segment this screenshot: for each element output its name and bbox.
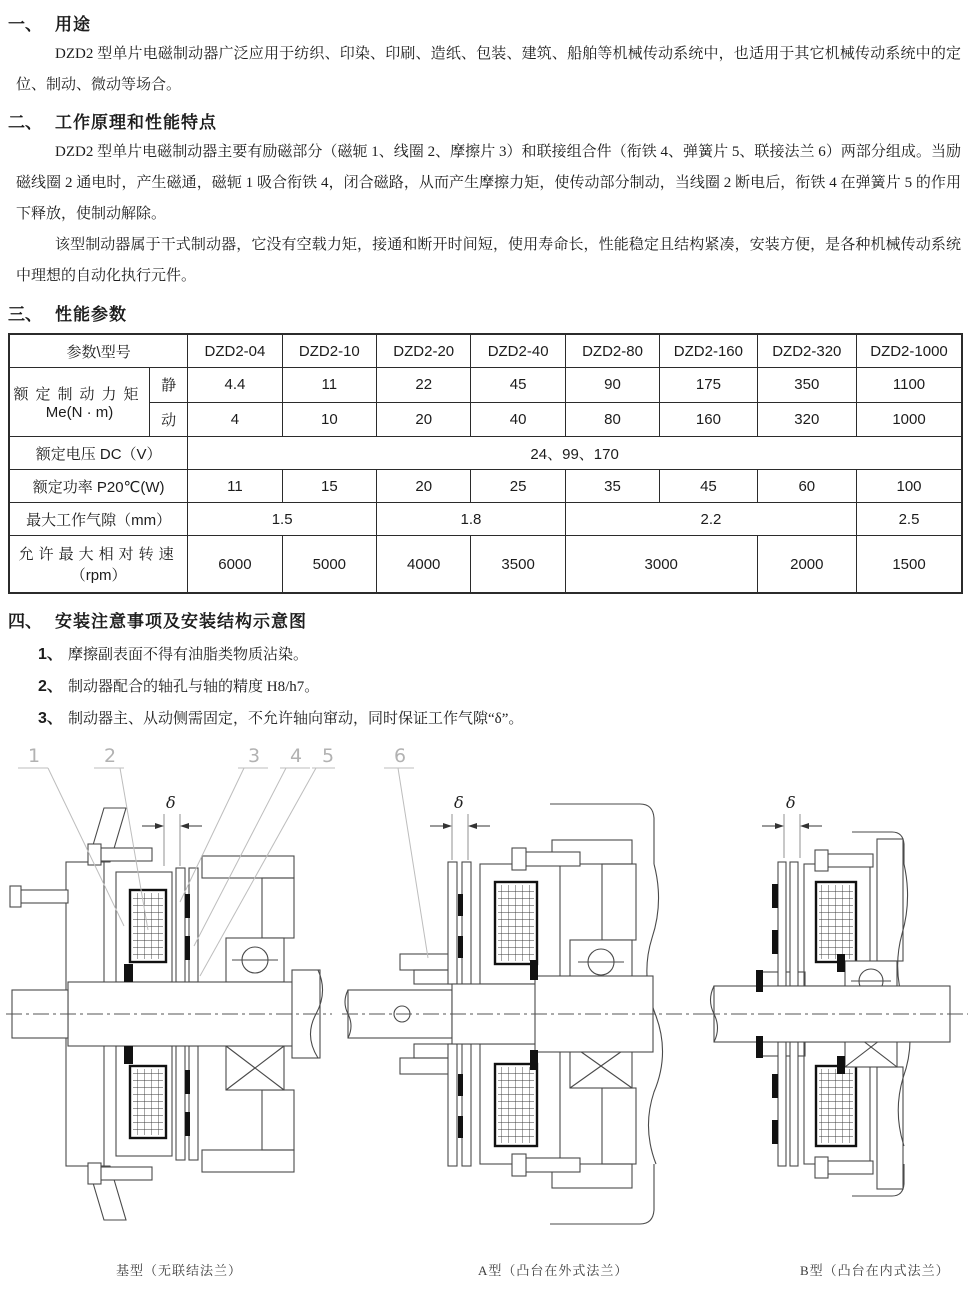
model-header: DZD2-1000 <box>857 334 962 368</box>
section-title: 安装注意事项及安装结构示意图 <box>55 612 307 631</box>
section-number: 三、 <box>8 305 42 324</box>
caption-a-type: A型（凸台在外式法兰） <box>478 1263 629 1278</box>
diagram-b-type <box>702 744 972 1244</box>
delta-label: δ <box>166 793 176 812</box>
torque-static-value: 4.4 <box>188 368 282 403</box>
param-model-header: 参数\型号 <box>9 334 188 368</box>
item-text: 制动器配合的轴孔与轴的精度 H8/h7。 <box>68 679 320 695</box>
torque-dynamic-value: 160 <box>660 402 757 437</box>
section-1-heading <box>8 10 975 35</box>
shaft <box>12 970 323 1058</box>
power-value: 25 <box>471 470 565 503</box>
section-1-body: DZD2 型单片电磁制动器广泛应用于纺织、印染、印刷、造纸、包装、建筑、船舶等机械传动系统中，也适用于其它机械传动系统中的定位、制动、微动等场合。 <box>16 46 961 93</box>
speed-value: 5000 <box>282 536 376 594</box>
section-3-heading <box>8 300 975 325</box>
model-header: DZD2-20 <box>377 334 471 368</box>
gap-value: 1.8 <box>377 503 566 536</box>
torque-static-value: 22 <box>377 368 471 403</box>
part-number-label: 1 <box>28 745 41 767</box>
install-note-3 <box>38 705 975 728</box>
model-header: DZD2-04 <box>188 334 282 368</box>
voltage-row <box>9 437 962 470</box>
model-header: DZD2-40 <box>471 334 565 368</box>
speed-value: 1500 <box>857 536 962 594</box>
gap-label: 最大工作气隙（mm） <box>9 503 188 536</box>
speed-value: 3000 <box>565 536 757 594</box>
torque-label-line2: Me(N · m) <box>45 404 114 421</box>
torque-static-value: 175 <box>660 368 757 403</box>
speed-label-line1: 允许最大相对转速 <box>18 546 179 563</box>
diagram-base-type <box>4 744 336 1244</box>
item-text: 制动器主、从动侧需固定，不允许轴向窜动，同时保证工作气隙“δ”。 <box>68 711 524 727</box>
torque-static-value: 45 <box>471 368 565 403</box>
power-value: 45 <box>660 470 757 503</box>
section-2-paragraph-1: DZD2 型单片电磁制动器主要有励磁部分（磁轭 1、线圈 2、摩擦片 3）和联接组合件（衔铁 4、弹簧片 5、联接法兰 6）两部分组成。当励磁线圈 2 通电时，产生磁通，磁轭 1 吸合衔铁 4，闭合磁路，从而产生摩擦力矩，使传动部分制动，当线圈 2 断电后，衔铁 4 在弹簧片 5 的作用下释放，使制动解除。 <box>16 144 961 222</box>
speed-label-line2: （rpm） <box>70 567 127 584</box>
speed-value: 6000 <box>188 536 282 594</box>
section-title: 性能参数 <box>55 305 127 324</box>
parameters-table <box>8 333 963 594</box>
torque-dynamic-value: 20 <box>377 402 471 437</box>
torque-dynamic-value: 1000 <box>857 402 962 437</box>
power-value: 11 <box>188 470 282 503</box>
torque-static-row <box>9 368 962 403</box>
torque-dynamic-value: 80 <box>565 402 659 437</box>
model-header: DZD2-160 <box>660 334 757 368</box>
delta-dimension <box>762 793 822 858</box>
power-label: 额定功率 P20℃(W) <box>9 470 188 503</box>
speed-value: 3500 <box>471 536 565 594</box>
delta-label: δ <box>786 793 796 812</box>
section-2-heading <box>8 108 975 133</box>
speed-label <box>9 536 188 594</box>
delta-label: δ <box>454 793 464 812</box>
dynamic-label: 动 <box>150 402 188 437</box>
installation-diagrams <box>0 744 975 1304</box>
torque-static-value: 11 <box>282 368 376 403</box>
speed-value: 4000 <box>377 536 471 594</box>
model-header: DZD2-80 <box>565 334 659 368</box>
speed-value: 2000 <box>757 536 856 594</box>
part-number-label: 3 <box>248 745 261 767</box>
torque-label-line1: 额定制动力矩 <box>13 386 146 403</box>
section-number: 二、 <box>8 113 42 132</box>
torque-dynamic-value: 4 <box>188 402 282 437</box>
model-header: DZD2-10 <box>282 334 376 368</box>
install-note-1 <box>38 641 975 664</box>
part-number-label: 4 <box>290 745 303 767</box>
install-note-2 <box>38 673 975 696</box>
part-number-label: 6 <box>394 745 407 767</box>
section-number: 一、 <box>8 15 42 34</box>
speed-row <box>9 536 962 594</box>
torque-static-value: 90 <box>565 368 659 403</box>
torque-dynamic-row <box>9 402 962 437</box>
torque-dynamic-value: 320 <box>757 402 856 437</box>
section-title: 用途 <box>55 15 91 34</box>
torque-static-value: 1100 <box>857 368 962 403</box>
torque-label-cell <box>9 368 150 437</box>
section-2-paragraph-2: 该型制动器属于干式制动器，它没有空载力矩，接通和断开时间短，使用寿命长，性能稳定且结构紧凑，安装方便，是各种机械传动系统中理想的自动化执行元件。 <box>16 237 961 284</box>
gap-row <box>9 503 962 536</box>
torque-dynamic-value: 40 <box>471 402 565 437</box>
power-value: 100 <box>857 470 962 503</box>
gap-value: 2.2 <box>565 503 856 536</box>
datasheet-page <box>0 10 975 1278</box>
section-number: 四、 <box>8 612 42 631</box>
torque-static-value: 350 <box>757 368 856 403</box>
power-value: 20 <box>377 470 471 503</box>
gap-value: 1.5 <box>188 503 377 536</box>
voltage-value: 24、99、170 <box>188 437 962 470</box>
caption-b-type: B型（凸台在内式法兰） <box>800 1263 950 1278</box>
power-value: 15 <box>282 470 376 503</box>
item-number: 2、 <box>38 678 63 695</box>
voltage-label: 额定电压 DC（V） <box>9 437 188 470</box>
item-number: 1、 <box>38 646 63 663</box>
part-number-label: 5 <box>322 745 335 767</box>
torque-dynamic-value: 10 <box>282 402 376 437</box>
caption-base-type: 基型（无联结法兰） <box>116 1263 243 1278</box>
section-4-heading <box>8 607 975 632</box>
delta-dimension <box>430 793 490 860</box>
section-title: 工作原理和性能特点 <box>55 113 217 132</box>
part-number-label: 2 <box>104 745 117 767</box>
diagram-a-type <box>340 744 710 1244</box>
static-label: 静 <box>150 368 188 403</box>
table-header-row <box>9 334 962 368</box>
power-row <box>9 470 962 503</box>
model-header: DZD2-320 <box>757 334 856 368</box>
item-number: 3、 <box>38 710 63 727</box>
item-text: 摩擦副表面不得有油脂类物质沾染。 <box>68 647 309 663</box>
power-value: 60 <box>757 470 856 503</box>
gap-value: 2.5 <box>857 503 962 536</box>
power-value: 35 <box>565 470 659 503</box>
part-number-leaders <box>384 745 428 958</box>
